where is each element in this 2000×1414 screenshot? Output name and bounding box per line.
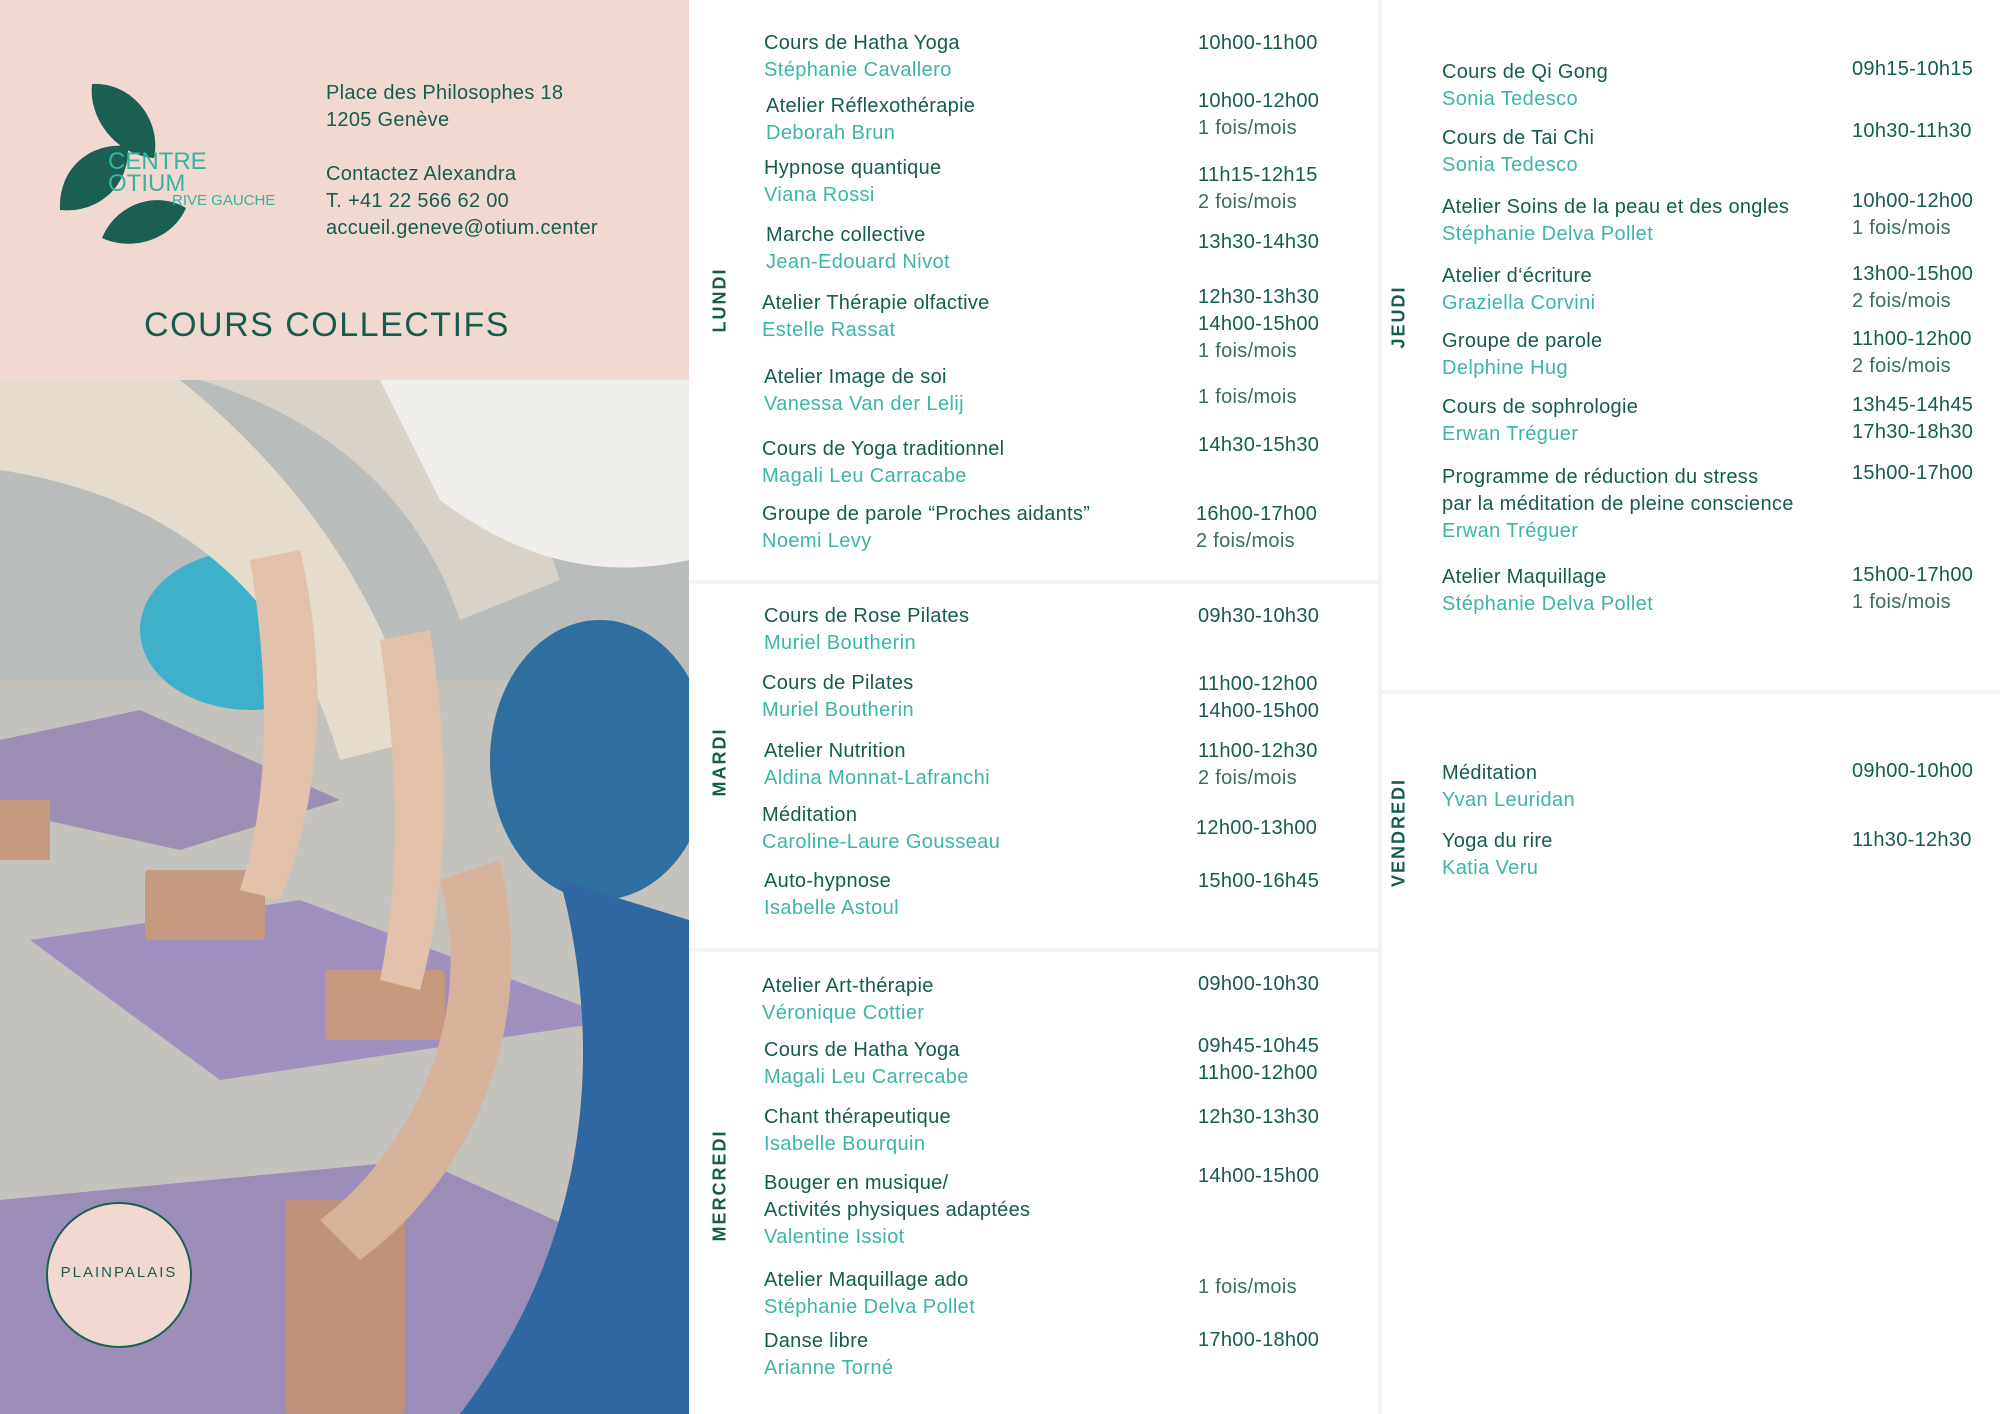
class-frequency: 1 fois/mois <box>1198 1276 1297 1298</box>
class-name: Cours de Yoga traditionnel <box>762 438 1005 460</box>
teacher-name: Vanessa Van der Lelij <box>764 393 965 415</box>
header-panel <box>0 0 689 380</box>
teacher-name: Erwan Tréguer <box>1442 423 1579 445</box>
teacher-name: Viana Rossi <box>764 184 875 206</box>
class-name: Atelier d‘écriture <box>1442 265 1592 287</box>
page-title: COURS COLLECTIFS <box>144 306 510 344</box>
class-frequency: 1 fois/mois <box>1198 386 1297 408</box>
teacher-name: Katia Veru <box>1442 857 1539 879</box>
day-label-mercredi: MERCREDI <box>709 1129 730 1242</box>
contact-block <box>326 80 598 242</box>
teacher-name: Caroline-Laure Gousseau <box>762 831 1001 853</box>
class-frequency: 1 fois/mois <box>1852 591 1951 613</box>
class-name: Cours de Hatha Yoga <box>764 32 960 54</box>
class-time: 10h00-11h00 <box>1198 32 1318 54</box>
class-time: 10h00-12h00 <box>1198 90 1320 112</box>
class-time: 10h30-11h30 <box>1852 120 1972 142</box>
teacher-name: Aldina Monnat-Lafranchi <box>764 767 990 789</box>
teacher-name: Stéphanie Delva Pollet <box>1442 593 1654 615</box>
class-name: Chant thérapeutique <box>764 1106 951 1128</box>
teacher-name: Magali Leu Carrecabe <box>764 1066 969 1088</box>
class-time: 09h00-10h00 <box>1852 760 1974 782</box>
class-time: 09h00-10h30 <box>1198 973 1320 995</box>
teacher-name: Isabelle Astoul <box>764 897 899 919</box>
contact-name: Contactez Alexandra <box>326 163 517 185</box>
teacher-name: Jean-Edouard Nivot <box>766 251 950 273</box>
teacher-name: Sonia Tedesco <box>1442 154 1579 176</box>
class-name: Activités physiques adaptées <box>764 1199 1031 1221</box>
left-panel <box>0 0 689 1414</box>
class-name: Cours de Rose Pilates <box>764 605 970 627</box>
class-time: 11h15-12h15 <box>1198 164 1318 186</box>
column-divider <box>1378 0 1382 1414</box>
logo-line-rive-gauche: RIVE GAUCHE <box>172 192 276 209</box>
class-time: 12h00-13h00 <box>1196 817 1318 839</box>
teacher-name: Noemi Levy <box>762 530 872 552</box>
class-time: 13h45-14h45 <box>1852 394 1974 416</box>
teacher-name: Delphine Hug <box>1442 357 1568 379</box>
class-name: par la méditation de pleine conscience <box>1442 493 1794 515</box>
class-frequency: 2 fois/mois <box>1852 290 1951 312</box>
class-time: 14h00-15h00 <box>1198 700 1320 722</box>
logo-line-otium: OTIUM <box>108 170 186 197</box>
class-name: Groupe de parole <box>1442 330 1603 352</box>
teacher-name: Deborah Brun <box>766 122 896 144</box>
contact-email[interactable]: accueil.geneve@otium.center <box>326 217 598 239</box>
day-label-jeudi: JEUDI <box>1388 285 1409 349</box>
class-time: 14h00-15h00 <box>1198 1165 1320 1187</box>
class-time: 10h00-12h00 <box>1852 190 1974 212</box>
class-frequency: 2 fois/mois <box>1198 191 1297 213</box>
teacher-name: Erwan Tréguer <box>1442 520 1579 542</box>
class-time: 17h00-18h00 <box>1198 1329 1320 1351</box>
class-time: 09h45-10h45 <box>1198 1035 1320 1057</box>
class-time: 09h30-10h30 <box>1198 605 1320 627</box>
class-name: Danse libre <box>764 1330 869 1352</box>
class-time: 13h30-14h30 <box>1198 231 1320 253</box>
class-time: 12h30-13h30 <box>1198 1106 1320 1128</box>
class-name: Groupe de parole “Proches aidants” <box>762 503 1091 525</box>
teacher-name: Véronique Cottier <box>762 1002 925 1024</box>
teacher-name: Magali Leu Carracabe <box>762 465 967 487</box>
class-name: Hypnose quantique <box>764 157 942 179</box>
divider-jeudi-vendredi <box>1382 690 2000 694</box>
contact-phone: T. +41 22 566 62 00 <box>326 190 510 212</box>
logo-line-centre: CENTRE <box>108 148 207 175</box>
teacher-name: Graziella Corvini <box>1442 292 1596 314</box>
class-name: Atelier Soins de la peau et des ongles <box>1442 196 1790 218</box>
centre-otium-logo <box>58 80 298 250</box>
class-time: 15h00-16h45 <box>1198 870 1320 892</box>
class-name: Atelier Thérapie olfactive <box>762 292 990 314</box>
class-time: 13h00-15h00 <box>1852 263 1974 285</box>
class-name: Yoga du rire <box>1442 830 1553 852</box>
teacher-name: Stéphanie Delva Pollet <box>764 1296 976 1318</box>
day-label-mardi: MARDI <box>709 727 730 797</box>
class-time: 15h00-17h00 <box>1852 462 1974 484</box>
class-name: Atelier Réflexothérapie <box>766 95 976 117</box>
teacher-name: Stéphanie Cavallero <box>764 59 952 81</box>
class-time: 14h30-15h30 <box>1198 434 1320 456</box>
class-time: 11h00-12h00 <box>1198 1062 1318 1084</box>
class-time: 09h15-10h15 <box>1852 58 1974 80</box>
teacher-name: Valentine Issiot <box>764 1226 905 1248</box>
teacher-name: Estelle Rassat <box>762 319 896 341</box>
class-frequency: 1 fois/mois <box>1198 117 1297 139</box>
class-time: 15h00-17h00 <box>1852 564 1974 586</box>
teacher-name: Stéphanie Delva Pollet <box>1442 223 1654 245</box>
class-time: 16h00-17h00 <box>1196 503 1318 525</box>
day-label-lundi: LUNDI <box>709 267 730 333</box>
class-name: Cours de Qi Gong <box>1442 61 1608 83</box>
class-time: 11h00-12h30 <box>1198 740 1318 762</box>
divider-lundi-mardi <box>689 580 1378 584</box>
class-name: Cours de Tai Chi <box>1442 127 1595 149</box>
class-name: Atelier Image de soi <box>764 366 947 388</box>
class-time: 17h30-18h30 <box>1852 421 1974 443</box>
teacher-name: Arianne Torné <box>764 1357 894 1379</box>
class-time: 11h30-12h30 <box>1852 829 1972 851</box>
class-name: Atelier Maquillage ado <box>764 1269 969 1291</box>
teacher-name: Yvan Leuridan <box>1442 789 1576 811</box>
address-street: Place des Philosophes 18 <box>326 82 564 104</box>
plainpalais-stamp <box>44 1200 194 1350</box>
class-frequency: 1 fois/mois <box>1198 340 1297 362</box>
class-name: Cours de sophrologie <box>1442 396 1639 418</box>
class-name: Programme de réduction du stress <box>1442 466 1759 488</box>
class-name: Atelier Nutrition <box>764 740 906 762</box>
class-name: Atelier Maquillage <box>1442 566 1607 588</box>
class-name: Atelier Art-thérapie <box>762 975 934 997</box>
class-frequency: 1 fois/mois <box>1852 217 1951 239</box>
class-name: Marche collective <box>766 224 926 246</box>
class-name: Auto-hypnose <box>764 870 892 892</box>
class-frequency: 2 fois/mois <box>1196 530 1295 552</box>
class-name: Bouger en musique/ <box>764 1172 949 1194</box>
class-time: 14h00-15h00 <box>1198 313 1320 335</box>
teacher-name: Sonia Tedesco <box>1442 88 1579 110</box>
class-time: 11h00-12h00 <box>1852 328 1972 350</box>
teacher-name: Isabelle Bourquin <box>764 1133 926 1155</box>
teacher-name: Muriel Boutherin <box>764 632 917 654</box>
divider-mardi-mercredi <box>689 948 1378 952</box>
stamp-label: PLAINPALAIS <box>60 1264 178 1281</box>
class-name: Méditation <box>1442 762 1538 784</box>
teacher-name: Muriel Boutherin <box>762 699 915 721</box>
class-time: 12h30-13h30 <box>1198 286 1320 308</box>
class-name: Méditation <box>762 804 858 826</box>
class-frequency: 2 fois/mois <box>1198 767 1297 789</box>
address-city: 1205 Genève <box>326 109 450 131</box>
class-time: 11h00-12h00 <box>1198 673 1318 695</box>
class-name: Cours de Pilates <box>762 672 914 694</box>
class-frequency: 2 fois/mois <box>1852 355 1951 377</box>
class-name: Cours de Hatha Yoga <box>764 1039 960 1061</box>
day-label-vendredi: VENDREDI <box>1388 778 1409 888</box>
